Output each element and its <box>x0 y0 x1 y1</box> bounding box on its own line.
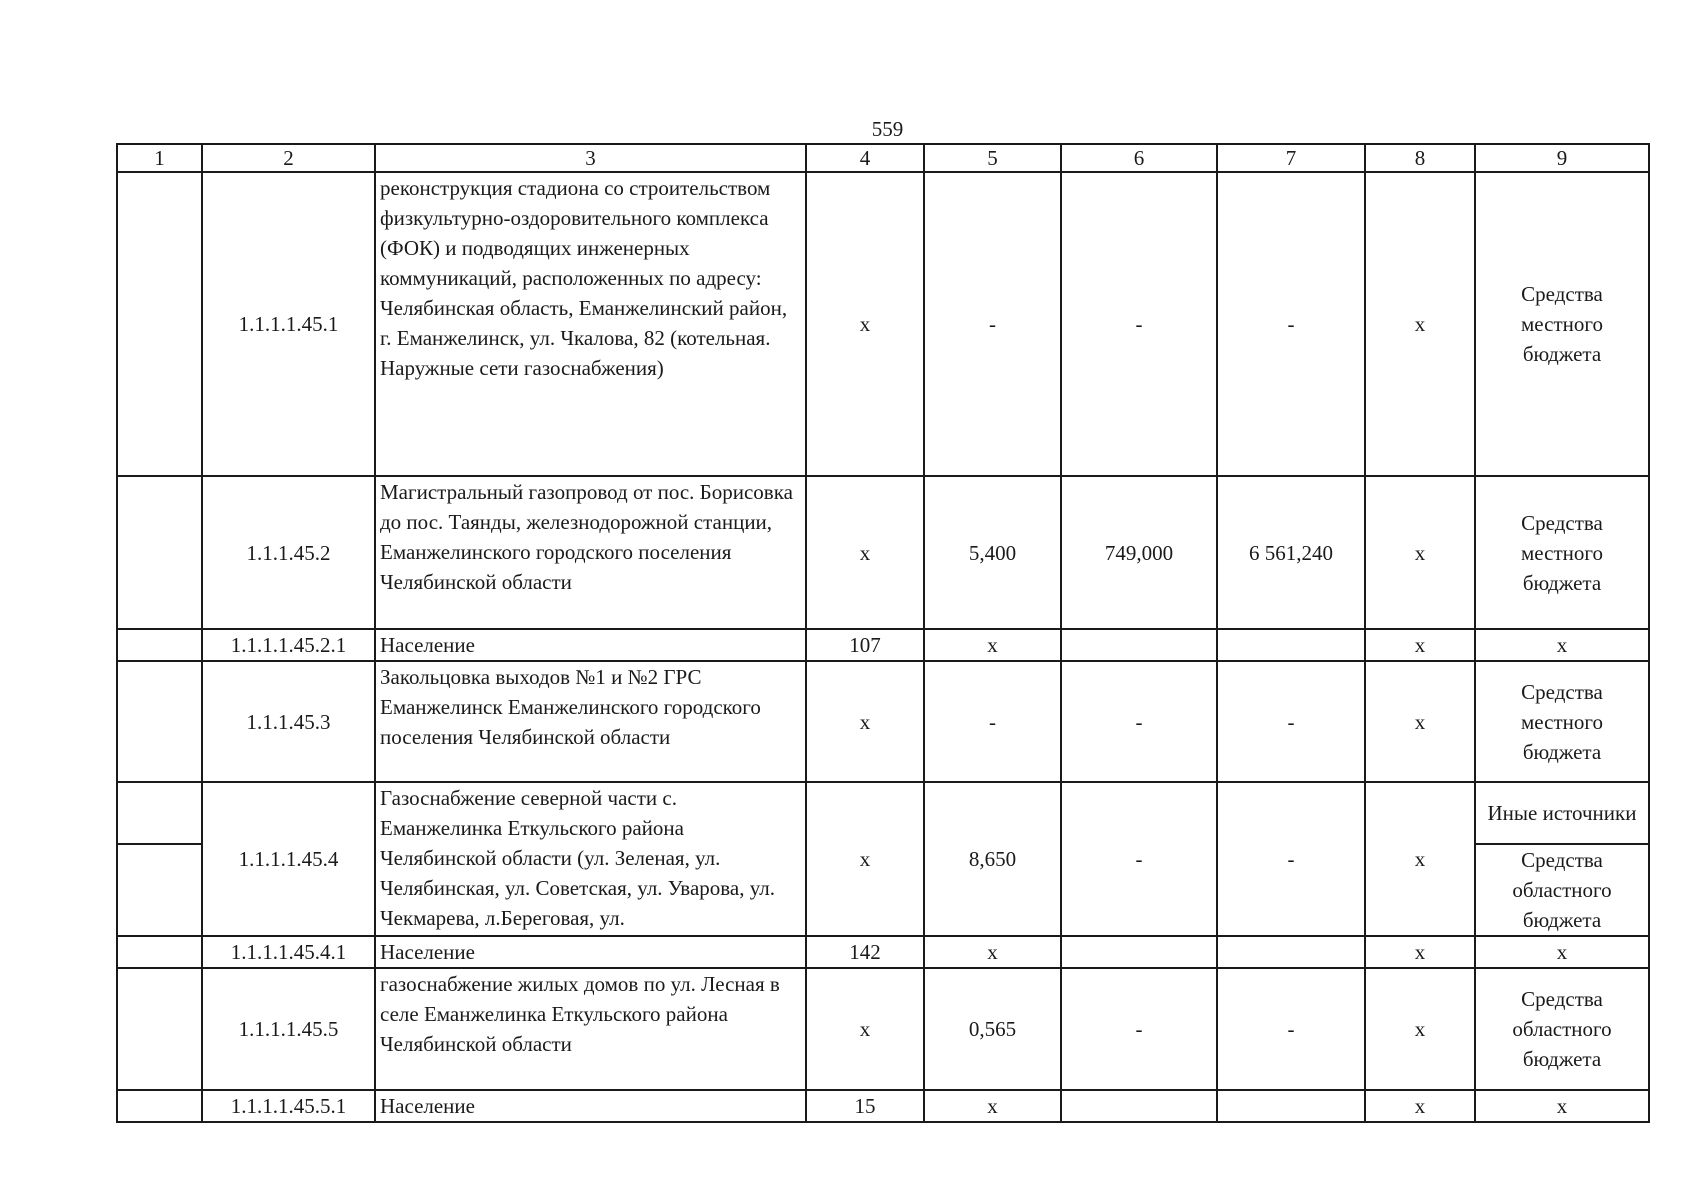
column-number-header <box>117 144 1649 172</box>
page-number: 559 <box>871 117 904 141</box>
header-col-2: 2 <box>202 144 375 172</box>
cell-name: реконструкция стадиона со строительством физкультурно-оздоровительного комплекса (ФОК) и подводящих инженерных коммуникаций, расположенных по адресу: Челябинская область, Еманжелинский район, г. Еманжелинск, ул. Чкалова, 82 (котельная. Наружные сети газоснабжения) <box>375 172 806 476</box>
table-row <box>117 1090 1649 1122</box>
cell-col-8: х <box>1365 476 1475 629</box>
cell-col-4: х <box>806 782 924 936</box>
cell-funding-source: Средства местного бюджета <box>1475 661 1649 782</box>
cell-col-8: х <box>1365 1090 1475 1122</box>
header-col-7: 7 <box>1217 144 1365 172</box>
table-row <box>117 968 1649 1090</box>
cell-name: газоснабжение жилых домов по ул. Лесная в селе Еманжелинка Еткульского района Челябинской области <box>375 968 806 1090</box>
cell-col-4: 15 <box>806 1090 924 1122</box>
cell-col-4: х <box>806 661 924 782</box>
cell-col-5: х <box>924 936 1061 968</box>
cell-col-5: х <box>924 1090 1061 1122</box>
cell-col-1 <box>117 661 202 782</box>
cell-col-6 <box>1061 629 1217 661</box>
cell-col-4: 107 <box>806 629 924 661</box>
cell-col-7: - <box>1217 782 1365 936</box>
cell-col-7: - <box>1217 661 1365 782</box>
cell-col-6: - <box>1061 782 1217 936</box>
cell-col-1 <box>117 968 202 1090</box>
cell-code: 1.1.1.45.3 <box>202 661 375 782</box>
cell-funding-source-other: Иные источники <box>1475 782 1649 844</box>
cell-col-5: 5,400 <box>924 476 1061 629</box>
cell-funding-source: Средства местного бюджета <box>1475 476 1649 629</box>
cell-code: 1.1.1.1.45.5.1 <box>202 1090 375 1122</box>
cell-name: Население <box>375 629 806 661</box>
cell-col-8: х <box>1365 968 1475 1090</box>
cell-col-1 <box>117 782 202 844</box>
cell-col-6: - <box>1061 661 1217 782</box>
cell-col-8: х <box>1365 661 1475 782</box>
cell-col-7 <box>1217 629 1365 661</box>
cell-col-1 <box>117 1090 202 1122</box>
cell-col-5: 8,650 <box>924 782 1061 936</box>
header-col-3: 3 <box>375 144 806 172</box>
cell-funding-source: Средства местного бюджета <box>1475 172 1649 476</box>
cell-col-5: х <box>924 629 1061 661</box>
header-col-8: 8 <box>1365 144 1475 172</box>
cell-name: Население <box>375 1090 806 1122</box>
cell-col-5: 0,565 <box>924 968 1061 1090</box>
cell-col-8: х <box>1365 172 1475 476</box>
cell-name: Население <box>375 936 806 968</box>
cell-code: 1.1.1.1.45.2.1 <box>202 629 375 661</box>
cell-col-1 <box>117 476 202 629</box>
table-row <box>117 172 1649 476</box>
table-row <box>117 661 1649 782</box>
table-row <box>117 782 1649 844</box>
cell-col-5: - <box>924 661 1061 782</box>
table-row <box>117 936 1649 968</box>
cell-code: 1.1.1.1.45.4 <box>202 782 375 936</box>
cell-code: 1.1.1.45.2 <box>202 476 375 629</box>
cell-col-1 <box>117 172 202 476</box>
cell-col-6 <box>1061 1090 1217 1122</box>
cell-col-8: х <box>1365 782 1475 936</box>
table-row <box>117 629 1649 661</box>
cell-col-4: х <box>806 968 924 1090</box>
cell-funding-source-regional: Средства областного бюджета <box>1475 844 1649 936</box>
cell-col-6 <box>1061 936 1217 968</box>
header-col-6: 6 <box>1061 144 1217 172</box>
cell-col-1 <box>117 936 202 968</box>
cell-col-7 <box>1217 1090 1365 1122</box>
cell-col-5: - <box>924 172 1061 476</box>
cell-col-7: - <box>1217 172 1365 476</box>
program-table <box>116 143 1650 1123</box>
header-col-1: 1 <box>117 144 202 172</box>
cell-col-1 <box>117 844 202 936</box>
cell-code: 1.1.1.1.45.5 <box>202 968 375 1090</box>
cell-col-4: х <box>806 476 924 629</box>
cell-col-8: х <box>1365 629 1475 661</box>
cell-col-1 <box>117 629 202 661</box>
cell-code: 1.1.1.1.45.1 <box>202 172 375 476</box>
cell-col-7: 6 561,240 <box>1217 476 1365 629</box>
cell-funding-source: х <box>1475 629 1649 661</box>
cell-code: 1.1.1.1.45.4.1 <box>202 936 375 968</box>
header-col-4: 4 <box>806 144 924 172</box>
cell-funding-source: х <box>1475 1090 1649 1122</box>
cell-name: Газоснабжение северной части с. Еманжелинка Еткульского района Челябинской области (ул. Зеленая, ул. Челябинская, ул. Советская, ул. Уварова, ул. Чекмарева, л.Береговая, ул. <box>375 782 806 936</box>
cell-col-4: х <box>806 172 924 476</box>
cell-funding-source: Средства областного бюджета <box>1475 968 1649 1090</box>
cell-col-8: х <box>1365 936 1475 968</box>
cell-col-4: 142 <box>806 936 924 968</box>
cell-funding-source: х <box>1475 936 1649 968</box>
cell-name: Магистральный газопровод от пос. Борисовка до пос. Таянды, железнодорожной станции, Еманжелинского городского поселения Челябинской области <box>375 476 806 629</box>
cell-col-6: - <box>1061 968 1217 1090</box>
cell-name: Закольцовка выходов №1 и №2 ГРС Еманжелинск Еманжелинского городского поселения Челябинской области <box>375 661 806 782</box>
cell-col-7: - <box>1217 968 1365 1090</box>
cell-col-6: - <box>1061 172 1217 476</box>
header-col-5: 5 <box>924 144 1061 172</box>
header-col-9: 9 <box>1475 144 1649 172</box>
table-row <box>117 476 1649 629</box>
cell-col-6: 749,000 <box>1061 476 1217 629</box>
cell-col-7 <box>1217 936 1365 968</box>
